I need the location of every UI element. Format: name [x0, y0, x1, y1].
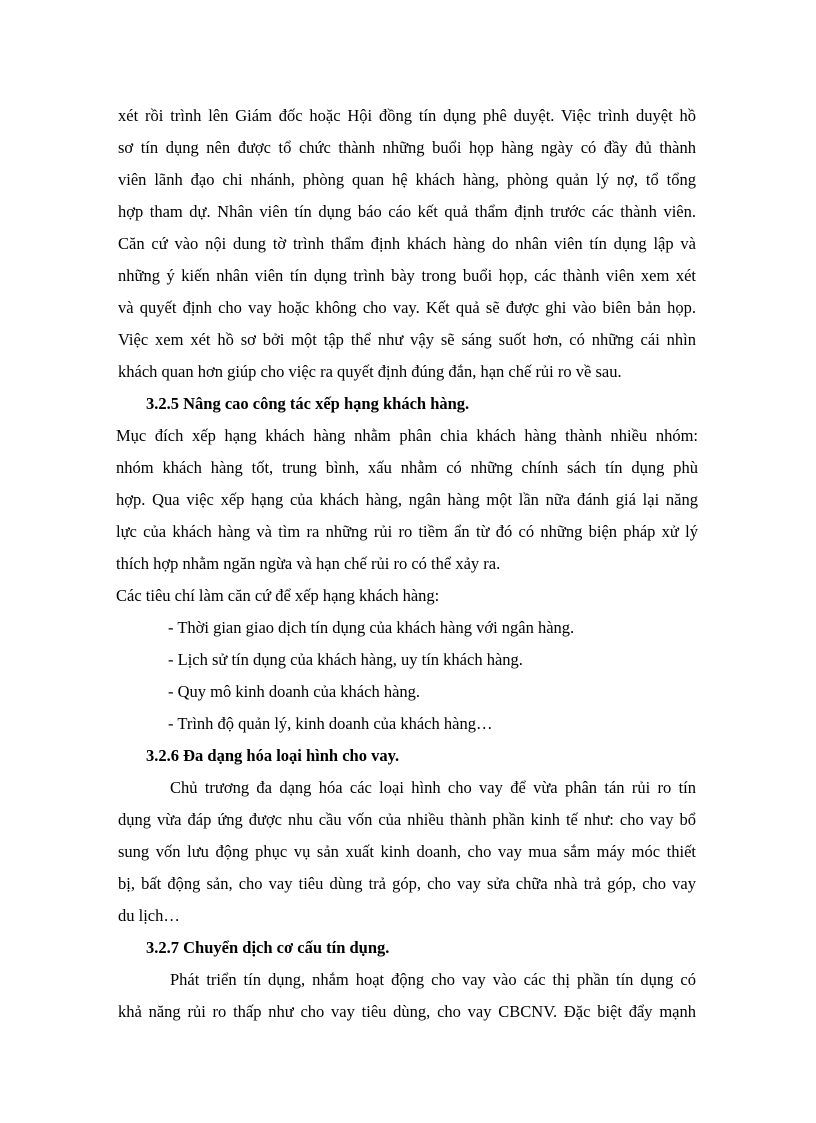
body-text-line: Phát triển tín dụng, nhắm hoạt động cho vay vào các thị phần tín dụng có — [170, 970, 696, 989]
body-text-line: và quyết định cho vay hoặc không cho vay. Kết quả sẽ được ghi vào biên bản họp. — [118, 298, 696, 317]
body-text-line: hợp. Qua việc xếp hạng của khách hàng, ngân hàng một lần nữa đánh giá lại năng — [116, 490, 698, 509]
section-heading: 3.2.6 Đa dạng hóa loại hình cho vay. — [146, 746, 400, 765]
criteria-item: - Lịch sử tín dụng của khách hàng, uy tín khách hàng. — [168, 650, 523, 669]
body-text-line: bị, bất động sản, cho vay tiêu dùng trả góp, cho vay sửa chữa nhà trả góp, cho vay — [118, 874, 696, 893]
body-text-line: Căn cứ vào nội dung tờ trình thẩm định khách hàng do nhân viên tín dụng lập và — [118, 234, 696, 253]
section-heading: 3.2.5 Nâng cao công tác xếp hạng khách hàng. — [146, 394, 470, 413]
criteria-item: - Trình độ quản lý, kinh doanh của khách hàng… — [168, 714, 493, 733]
body-text-line: sung vốn lưu động phục vụ sản xuất kinh doanh, cho vay mua sắm máy móc thiết — [118, 842, 696, 861]
body-text-line: hợp tham dự. Nhân viên tín dụng báo cáo kết quả thẩm định trước các thành viên. — [118, 202, 696, 221]
body-text-line: du lịch… — [118, 906, 180, 925]
body-text-line: sơ tín dụng nên được tổ chức thành những buổi họp hàng ngày có đầy đủ thành — [118, 138, 696, 157]
criteria-intro: Các tiêu chí làm căn cứ để xếp hạng khách hàng: — [116, 586, 440, 605]
body-text-line: Chủ trương đa dạng hóa các loại hình cho vay để vừa phân tán rủi ro tín — [170, 778, 696, 797]
criteria-item: - Thời gian giao dịch tín dụng của khách hàng với ngân hàng. — [168, 618, 575, 637]
body-text-line: khách quan hơn giúp cho việc ra quyết định đúng đắn, hạn chế rủi ro về sau. — [118, 362, 622, 381]
body-text-line: viên lãnh đạo chi nhánh, phòng quan hệ khách hàng, phòng quản lý nợ, tổ tổng — [118, 170, 696, 189]
section-heading: 3.2.7 Chuyển dịch cơ cấu tín dụng. — [146, 938, 390, 957]
body-text-line: khả năng rủi ro thấp như cho vay tiêu dùng, cho vay CBCNV. Đặc biệt đẩy mạnh — [118, 1002, 696, 1021]
body-text-line: xét rồi trình lên Giám đốc hoặc Hội đồng tín dụng phê duyệt. Việc trình duyệt hồ — [118, 106, 696, 125]
body-text-line: dụng vừa đáp ứng được nhu cầu vốn của nhiều thành phần kinh tế như: cho vay bổ — [118, 810, 696, 829]
body-text-line: Việc xem xét hồ sơ bởi một tập thể như vậy sẽ sáng suốt hơn, có những cái nhìn — [118, 330, 696, 349]
body-text-line: những ý kiến nhân viên tín dụng trình bày trong buổi họp, các thành viên xem xét — [118, 266, 696, 285]
body-text-line: nhóm khách hàng tốt, trung bình, xấu nhằm có những chính sách tín dụng phù — [116, 458, 698, 477]
body-text-line: Mục đích xếp hạng khách hàng nhằm phân chia khách hàng thành nhiều nhóm: — [116, 426, 698, 445]
body-text-line: lực của khách hàng và tìm ra những rủi ro tiềm ẩn từ đó có những biện pháp xử lý — [116, 522, 698, 541]
criteria-item: - Quy mô kinh doanh của khách hàng. — [168, 682, 421, 701]
body-text-line: thích hợp nhằm ngăn ngừa và hạn chế rủi ro có thể xảy ra. — [116, 554, 501, 573]
